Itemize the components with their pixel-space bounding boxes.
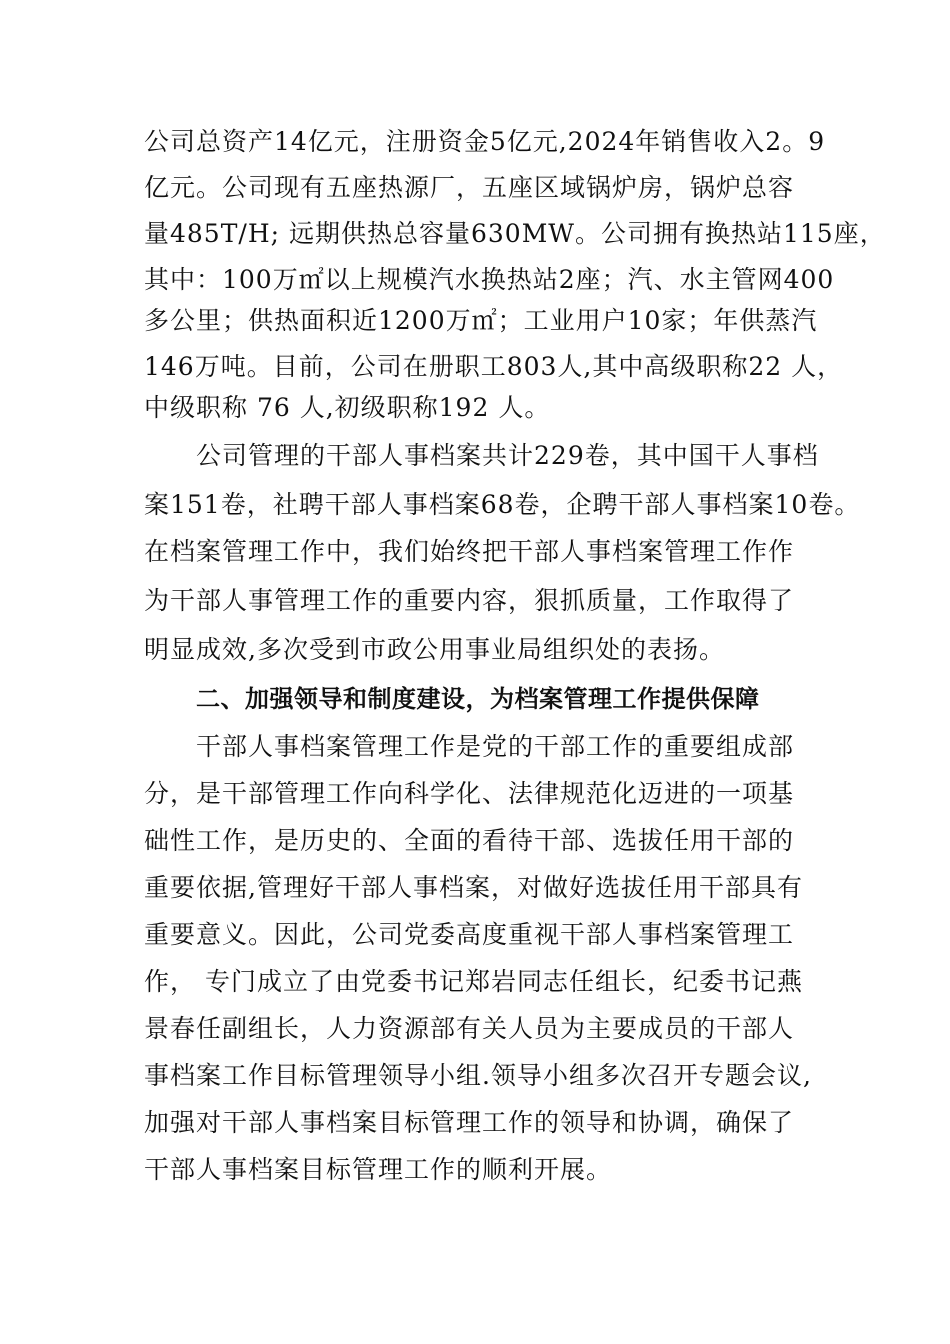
paragraph-3-line-9: 加强对干部人事档案目标管理工作的领导和协调，确保了 [144,1108,795,1137]
paragraph-3-line-7: 景春任副组长，人力资源部有关人员为主要成员的干部人 [144,1014,795,1043]
paragraph-1-line-7: 中级职称 76 人,初级职称192 人。 [144,393,551,422]
paragraph-3-line-10: 干部人事档案目标管理工作的顺利开展。 [144,1155,613,1184]
paragraph-3-line-6: 作， 专门成立了由党委书记郑岩同志任组长，纪委书记燕 [144,967,803,996]
paragraph-2-line-4: 为干部人事管理工作的重要内容，狠抓质量，工作取得了 [144,586,795,615]
paragraph-1-line-3: 量485T/H; 远期供热总容量630MW。公司拥有换热站115座， [144,219,886,248]
paragraph-3-line-2: 分，是干部管理工作向科学化、法律规范化迈进的一项基 [144,779,795,808]
paragraph-3-line-5: 重要意义。因此，公司党委高度重视干部人事档案管理工 [144,920,795,949]
paragraph-2-line-3: 在档案管理工作中，我们始终把干部人事档案管理工作作 [144,537,795,566]
section-heading: 二、加强领导和制度建设，为档案管理工作提供保障 [196,685,760,713]
paragraph-2-line-5: 明显成效,多次受到市政公用事业局组织处的表扬。 [144,635,725,664]
paragraph-2-line-2: 案151卷，社聘干部人事档案68卷，企聘干部人事档案10卷。 [144,490,861,519]
paragraph-1-line-5: 多公里；供热面积近1200万㎡；工业用户10家；年供蒸汽 [144,306,818,335]
paragraph-1-line-6: 146万吨。目前，公司在册职工803人,其中高级职称22 人， [144,352,844,381]
paragraph-2-line-1: 公司管理的干部人事档案共计229卷，其中国干人事档 [196,441,819,470]
paragraph-3-line-3: 础性工作，是历史的、全面的看待干部、选拔任用干部的 [144,826,795,855]
paragraph-3-line-4: 重要依据,管理好干部人事档案，对做好选拔任用干部具有 [144,873,803,902]
paragraph-1-line-4: 其中：100万㎡以上规模汽水换热站2座；汽、水主管网400 [144,265,835,294]
paragraph-1-line-2: 亿元。公司现有五座热源厂，五座区域锅炉房，锅炉总容 [144,173,795,202]
paragraph-1-line-1: 公司总资产14亿元，注册资金5亿元,2024年销售收入2。9 [144,127,826,156]
paragraph-3-line-1: 干部人事档案管理工作是党的干部工作的重要组成部 [196,732,795,761]
paragraph-3-line-8: 事档案工作目标管理领导小组.领导小组多次召开专题会议, [144,1061,812,1090]
